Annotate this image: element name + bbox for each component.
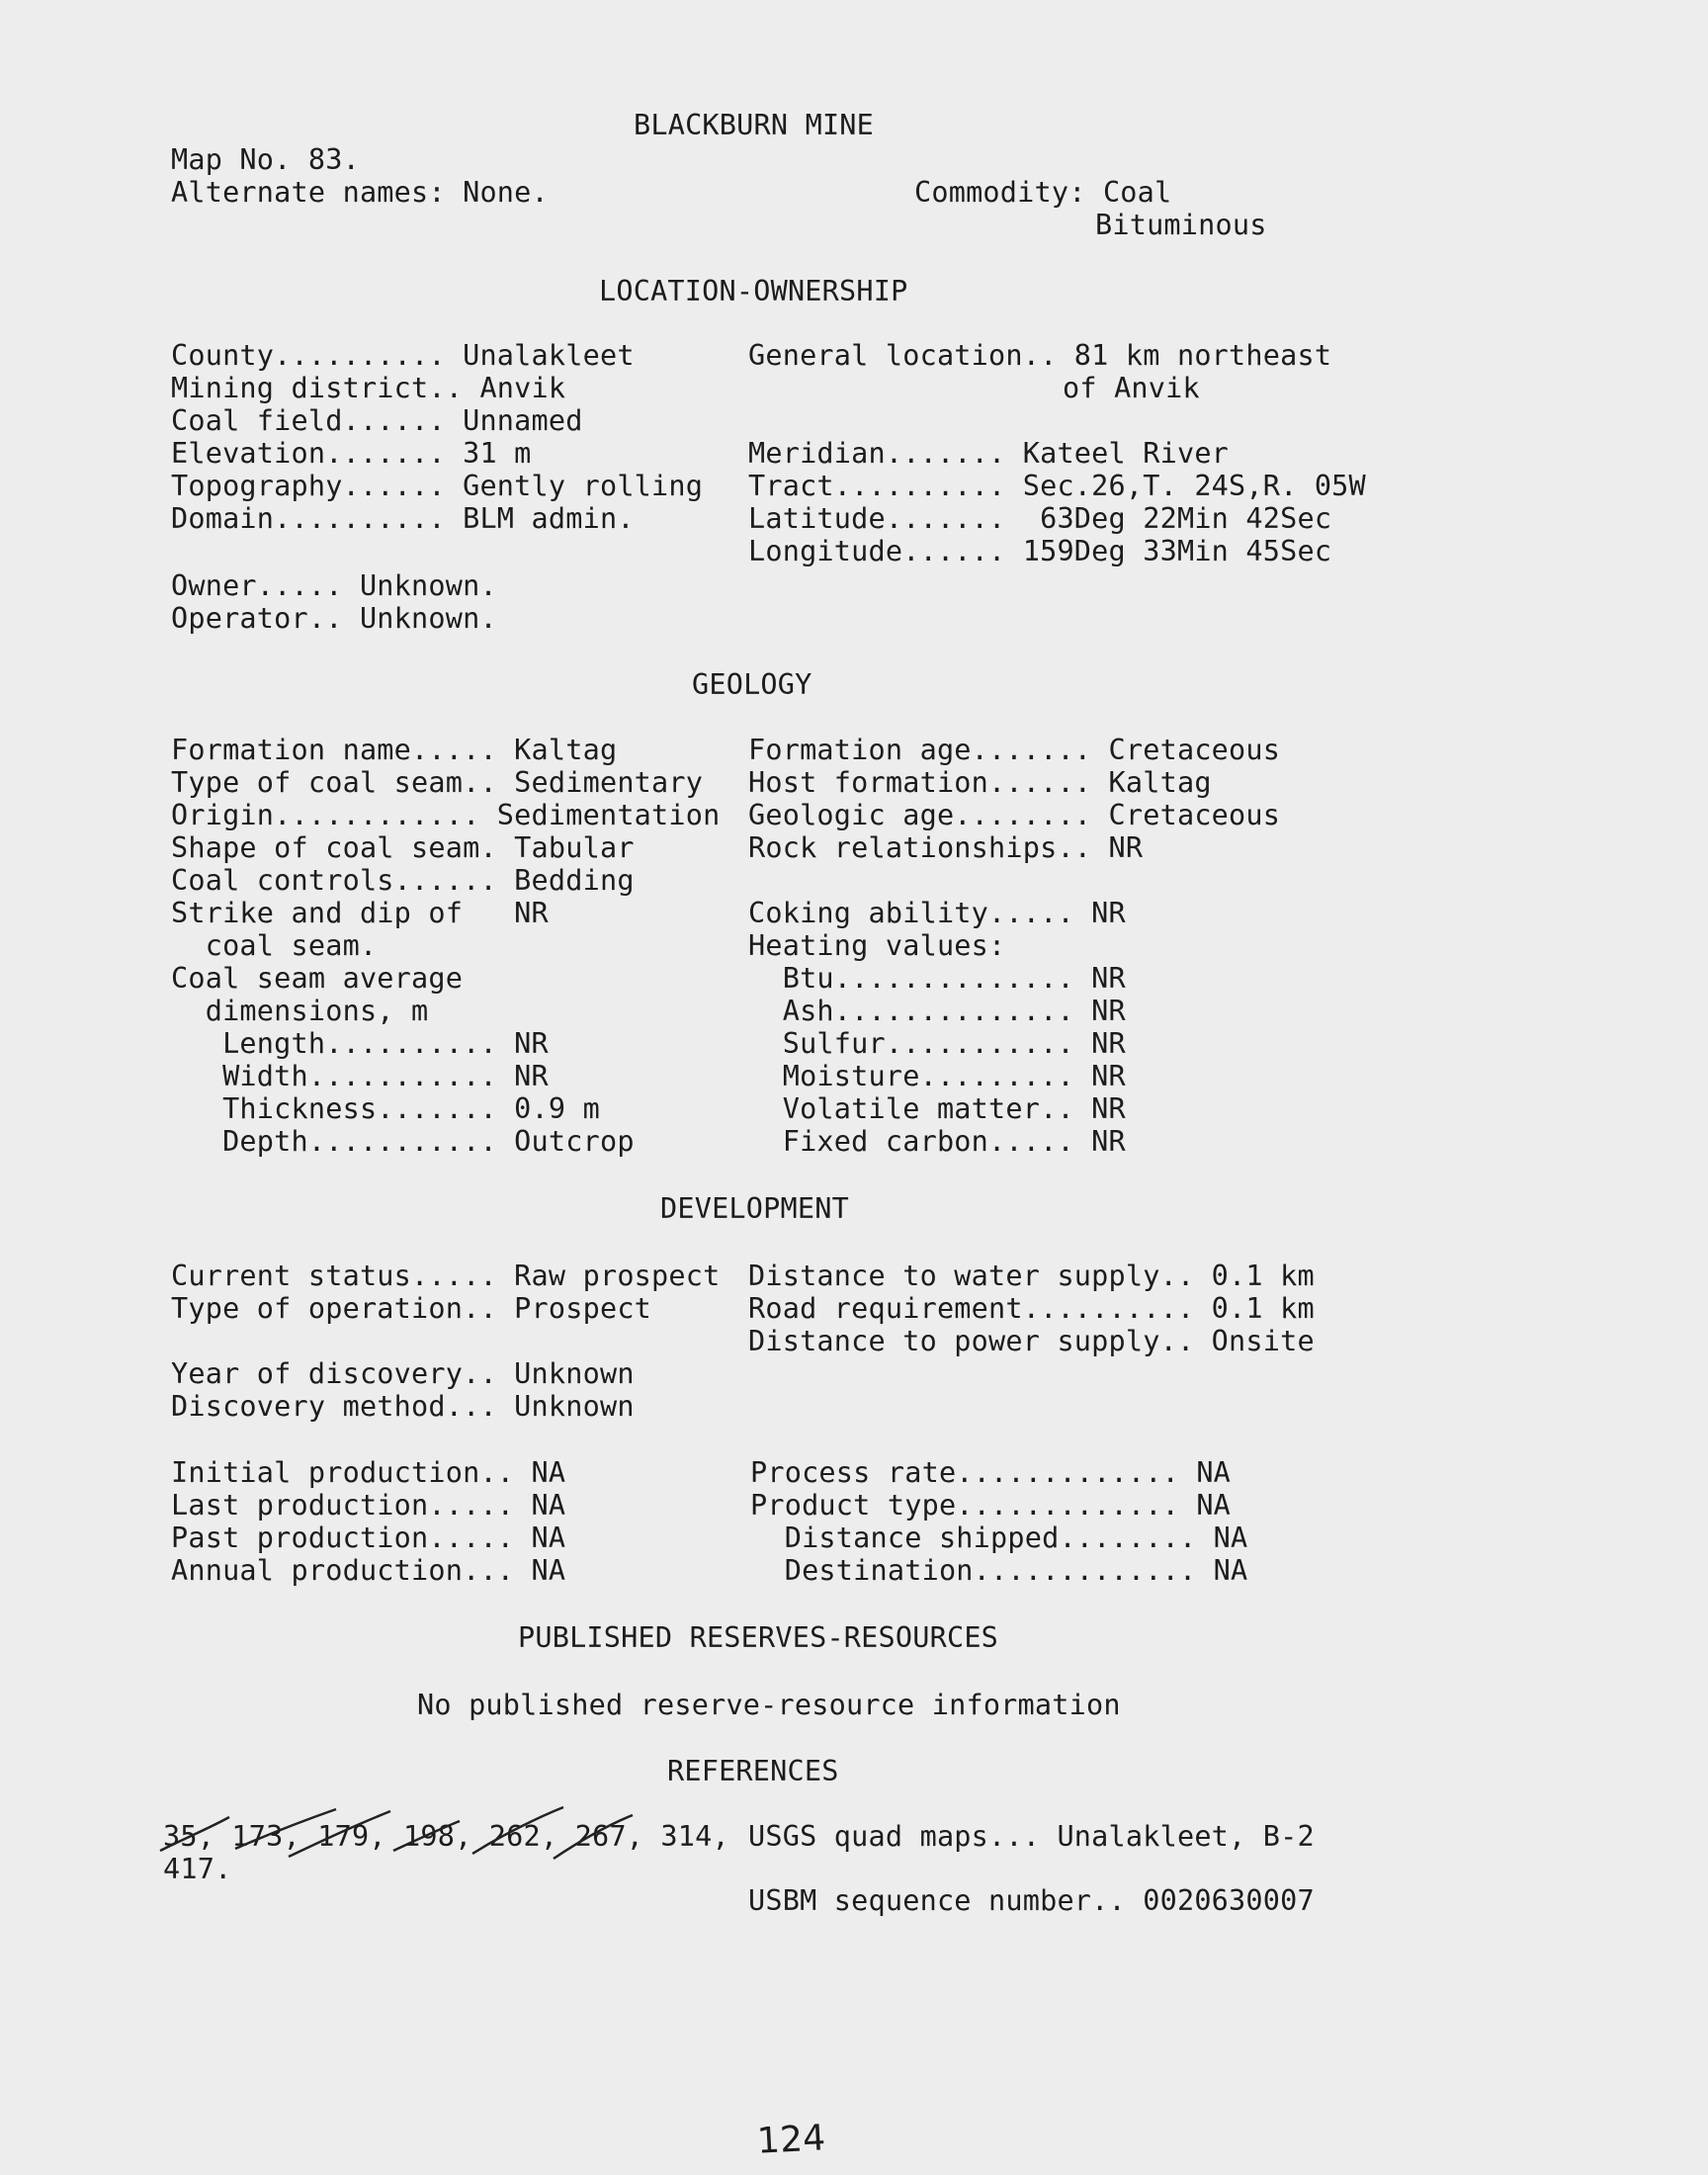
commodity-type: Bituminous — [1095, 209, 1267, 241]
mining-district: Mining district.. Anvik — [171, 372, 566, 404]
geology-left-12: Depth........... Outcrop — [171, 1125, 635, 1158]
handwritten-page-number: 124 — [755, 2118, 827, 2162]
geology-right-6: Btu.............. NR — [748, 962, 1126, 995]
general-location-2: of Anvik — [1063, 372, 1200, 404]
production-right-3: Destination............. NA — [750, 1554, 1248, 1587]
geology-right-0: Formation age....... Cretaceous — [748, 734, 1281, 766]
geology-left-10: Width........... NR — [171, 1060, 549, 1092]
geology-left-8: dimensions, m — [171, 995, 429, 1027]
geology-right-7: Ash.............. NR — [748, 995, 1126, 1027]
geology-right-8: Sulfur........... NR — [748, 1027, 1126, 1060]
location-heading: LOCATION-OWNERSHIP — [599, 275, 908, 307]
development-right-0: Distance to water supply.. 0.1 km — [748, 1260, 1315, 1292]
production-left-3: Annual production... NA — [171, 1554, 566, 1587]
production-left-2: Past production..... NA — [171, 1522, 566, 1554]
reserves-text: No published reserve-resource information — [417, 1689, 1121, 1721]
latitude: Latitude....... 63Deg 22Min 42Sec — [748, 502, 1332, 535]
domain: Domain.......... BLM admin. — [171, 502, 635, 535]
geology-left-4: Coal controls...... Bedding — [171, 864, 635, 897]
geology-right-4: Coking ability..... NR — [748, 897, 1126, 929]
reference-numbers: 35, 173, 179, 198, 262, 267, 314, — [163, 1820, 729, 1853]
development-left-0: Current status..... Raw prospect — [171, 1260, 721, 1292]
development-left-3: Discovery method... Unknown — [171, 1390, 635, 1423]
page-title: BLACKBURN MINE — [634, 109, 875, 141]
meridian: Meridian....... Kateel River — [748, 437, 1230, 470]
coal-field: Coal field...... Unnamed — [171, 404, 583, 437]
development-right-2: Distance to power supply.. Onsite — [748, 1325, 1315, 1357]
reserves-heading: PUBLISHED RESERVES-RESOURCES — [518, 1621, 999, 1654]
geology-right-3: Rock relationships.. NR — [748, 831, 1144, 864]
topography: Topography...... Gently rolling — [171, 470, 704, 502]
production-right-0: Process rate............. NA — [750, 1456, 1232, 1489]
geology-left-11: Thickness....... 0.9 m — [171, 1092, 600, 1125]
production-right-2: Distance shipped........ NA — [750, 1522, 1248, 1554]
elevation: Elevation....... 31 m — [171, 437, 532, 470]
geology-right-1: Host formation...... Kaltag — [748, 766, 1212, 799]
general-location: General location.. 81 km northeast — [748, 339, 1332, 372]
geology-right-5: Heating values: — [748, 929, 1006, 962]
longitude: Longitude...... 159Deg 33Min 45Sec — [748, 535, 1332, 567]
geology-left-7: Coal seam average — [171, 962, 464, 995]
production-left-1: Last production..... NA — [171, 1489, 566, 1522]
geology-right-2: Geologic age........ Cretaceous — [748, 799, 1281, 831]
usgs-quad-maps: USGS quad maps... Unalakleet, B-2 — [748, 1820, 1315, 1853]
production-right-1: Product type............. NA — [750, 1489, 1232, 1522]
development-right-1: Road requirement.......... 0.1 km — [748, 1292, 1315, 1325]
geology-right-9: Moisture......... NR — [748, 1060, 1126, 1092]
geology-left-0: Formation name..... Kaltag — [171, 734, 618, 766]
geology-left-3: Shape of coal seam. Tabular — [171, 831, 635, 864]
development-left-1: Type of operation.. Prospect — [171, 1292, 652, 1325]
development-heading: DEVELOPMENT — [660, 1192, 849, 1225]
geology-right-11: Fixed carbon..... NR — [748, 1125, 1126, 1158]
geology-right-10: Volatile matter.. NR — [748, 1092, 1126, 1125]
development-left-2: Year of discovery.. Unknown — [171, 1357, 635, 1390]
geology-left-5: Strike and dip of NR — [171, 897, 549, 929]
production-left-0: Initial production.. NA — [171, 1456, 566, 1489]
geology-left-6: coal seam. — [171, 929, 378, 962]
commodity: Commodity: Coal — [914, 176, 1172, 209]
geology-left-9: Length.......... NR — [171, 1027, 549, 1060]
geology-heading: GEOLOGY — [692, 668, 812, 701]
references-heading: REFERENCES — [667, 1755, 839, 1787]
county: County.......... Unalakleet — [171, 339, 635, 372]
geology-left-1: Type of coal seam.. Sedimentary — [171, 766, 704, 799]
alternate-names: Alternate names: None. — [171, 176, 549, 209]
reference-numbers-2: 417. — [163, 1853, 232, 1885]
operator: Operator.. Unknown. — [171, 602, 497, 635]
usbm-sequence-number: USBM sequence number.. 0020630007 — [748, 1884, 1315, 1917]
map-number: Map No. 83. — [171, 143, 360, 176]
geology-left-2: Origin............ Sedimentation — [171, 799, 721, 831]
tract: Tract.......... Sec.26,T. 24S,R. 05W — [748, 470, 1366, 502]
owner: Owner..... Unknown. — [171, 569, 497, 602]
